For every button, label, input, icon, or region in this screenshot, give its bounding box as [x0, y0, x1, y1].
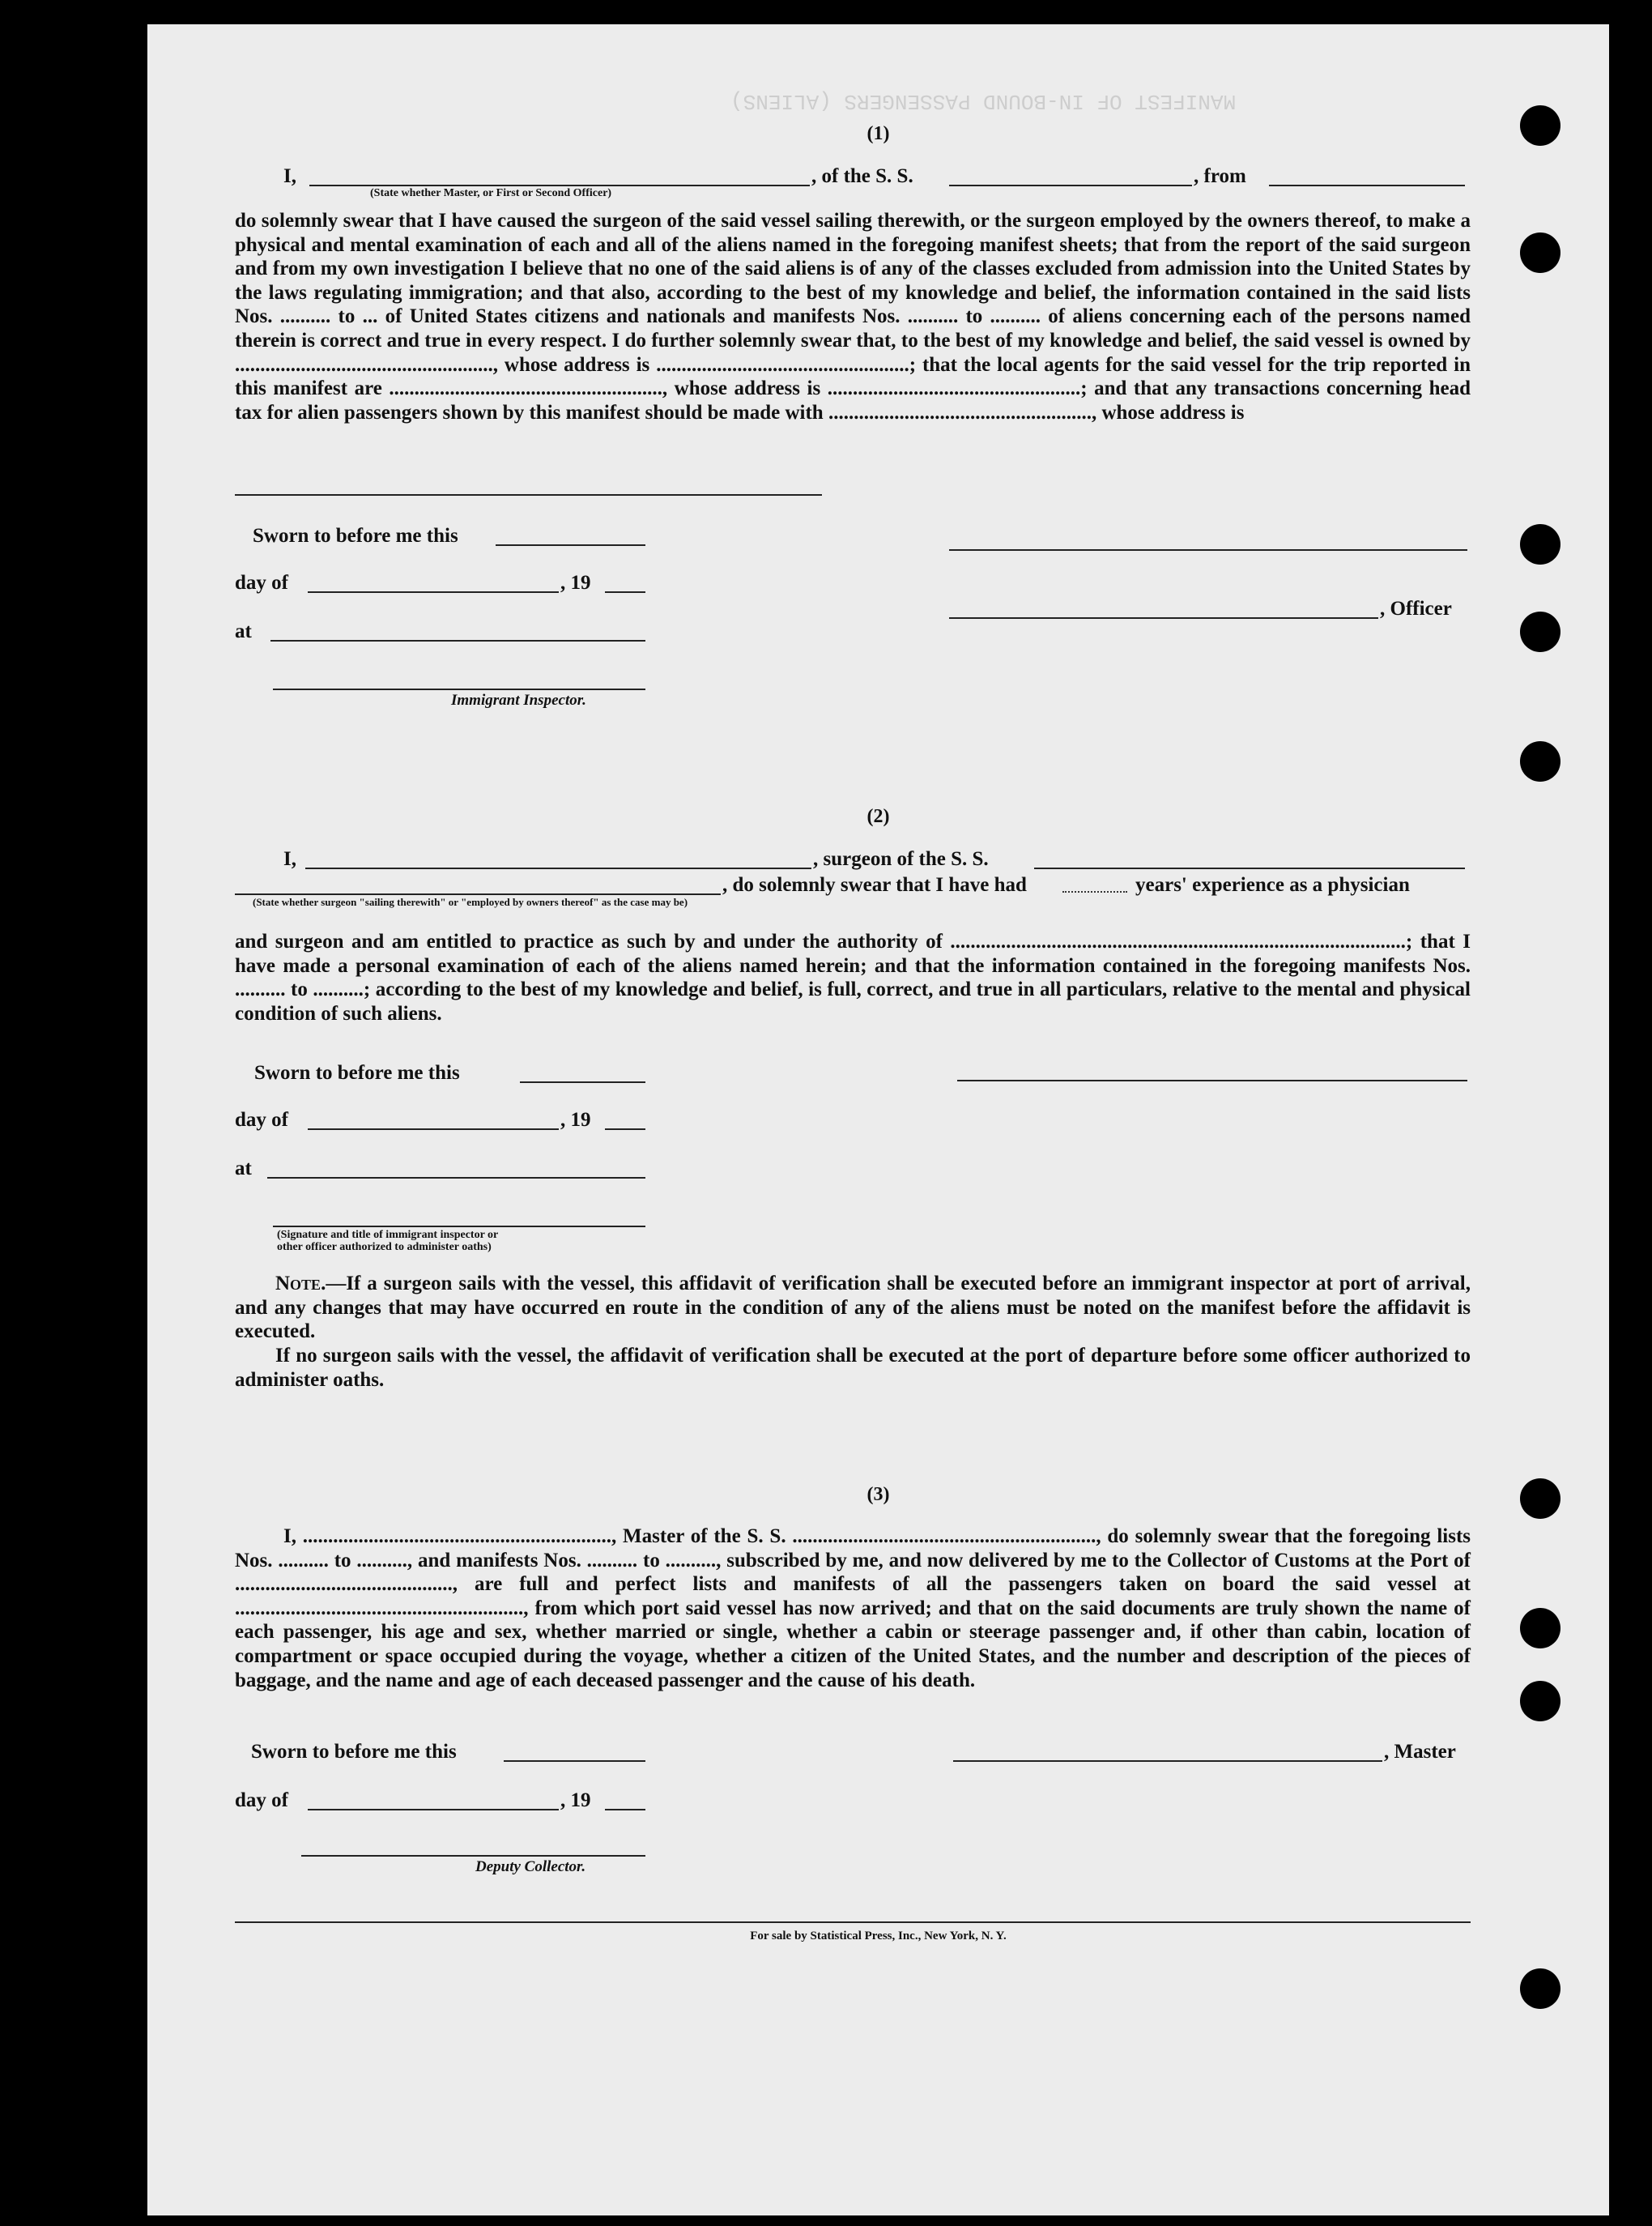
- section2-years-label: years' experience as a physician: [1135, 874, 1410, 896]
- section3-sworn-label: Sworn to before me this: [251, 1741, 457, 1763]
- section2-inspector-signature-line[interactable]: [273, 1226, 645, 1227]
- section1-at-field[interactable]: [270, 640, 645, 642]
- from-port-field[interactable]: [1269, 185, 1465, 186]
- section2-at-label: at: [235, 1158, 252, 1179]
- section3-year-field[interactable]: [605, 1809, 645, 1810]
- section2-sworn-date-field[interactable]: [520, 1081, 645, 1083]
- section2-vessel-name-field[interactable]: [1034, 868, 1465, 869]
- note-text: —If a surgeon sails with the vessel, this affidavit of verification shall be executed before an immigrant inspector at port of arrival, and any changes that may have occurred en route in the condition of any of the aliens must be noted on the manifest before the affidavit is executed.: [235, 1273, 1471, 1343]
- note-paragraph: [235, 1272, 1471, 1344]
- section2-surgeon-note: (State whether surgeon "sailing therewith" or "employed by owners thereof" as the case may be): [253, 896, 688, 908]
- section3-day-of-label: day of: [235, 1789, 288, 1811]
- section3-heading: (3): [866, 1484, 890, 1505]
- note-label: Note.: [275, 1273, 326, 1294]
- section1-of-ss-label: , of the S. S.: [811, 165, 913, 187]
- footer-rule: [235, 1921, 1471, 1923]
- section1-officer-title-line[interactable]: [949, 617, 1378, 619]
- section1-from-label: , from: [1194, 165, 1246, 187]
- surgeon-name-field[interactable]: [305, 868, 811, 869]
- deputy-collector-signature-line[interactable]: [301, 1855, 645, 1857]
- document-page: [147, 24, 1609, 2215]
- section2-year-field[interactable]: [605, 1128, 645, 1130]
- punch-hole: [1520, 612, 1560, 652]
- surgeon-signature-line[interactable]: [957, 1080, 1467, 1081]
- section2-i-label: I,: [283, 848, 296, 870]
- inspector-signature-line[interactable]: [273, 689, 645, 690]
- section2-year-label: , 19: [560, 1109, 591, 1131]
- section2-month-field[interactable]: [308, 1128, 559, 1130]
- note2-paragraph: If no surgeon sails with the vessel, the affidavit of verification shall be executed at the port of departure before some officer authorized to administer oaths.: [235, 1345, 1471, 1391]
- section2-swear-label: , do solemnly swear that I have had: [722, 874, 1027, 896]
- bleed-through-text: MANIFEST OF IN-BOUND PASSENGERS (ALIENS): [730, 89, 1237, 113]
- years-experience-field[interactable]: [1062, 891, 1127, 893]
- section3-sworn-date-field[interactable]: [504, 1760, 645, 1762]
- master-signature-line[interactable]: [953, 1760, 1382, 1762]
- section2-sworn-label: Sworn to before me this: [254, 1062, 460, 1084]
- printer-footer: For sale by Statistical Press, Inc., New York, N. Y.: [750, 1930, 1007, 1942]
- section1-i-label: I,: [283, 165, 296, 187]
- punch-hole: [1520, 232, 1560, 273]
- agent-address-field[interactable]: [235, 494, 822, 496]
- punch-hole: [1520, 1608, 1560, 1648]
- section3-year-label: , 19: [560, 1789, 591, 1811]
- inspector-caption: Immigrant Inspector.: [451, 692, 586, 709]
- section3-month-field[interactable]: [308, 1809, 559, 1810]
- section1-officer-label: , Officer: [1380, 598, 1452, 620]
- section2-heading: (2): [866, 806, 890, 827]
- section1-heading: (1): [866, 123, 890, 144]
- section1-month-field[interactable]: [308, 591, 559, 593]
- surgeon-status-field[interactable]: [235, 893, 721, 895]
- section1-day-of-label: day of: [235, 572, 288, 594]
- section1-paragraph: do solemnly swear that I have caused the surgeon of the said vessel sailing therewith, or the surgeon employed by the owners thereof, to make a physical and mental examination of each and all of the aliens named in the foregoing manifest sheets; that from the report of the said surgeon and from my own investigation I believe that no one of the said aliens is of any of the classes excluded from admission into the United States by the laws regulating immigration; and that also, according to the best of my knowledge and belief, the information contained in the said lists Nos. .......... to ... of United States citizens and nationals and manifests Nos. .......... to .......... of aliens concerning each of the persons named therein is correct and true in every respect. I do further solemnly swear that, to the best of my knowledge and belief, the said vessel is owned by ..................................................., whose address is ..................................................; that the local agents for the said vessel for the trip reported in this manifest are ......................................................, whose address is ..................................................; and that any transactions concerning head tax for alien passengers shown by this manifest should be made with ...................................................., whose address is: [235, 210, 1471, 424]
- master-name-field[interactable]: [309, 185, 810, 186]
- section1-year-field[interactable]: [605, 591, 645, 593]
- punch-hole: [1520, 524, 1560, 565]
- section3-paragraph: I, ............................................................., Master of the S. S. ............................................................, do solemnly swear that the foregoing lists Nos. .......... to .........., and manifests Nos. .......... to .........., subscribed by me, and now delivered by me to the Collector of Customs at the Port of ..........................................., are full and perfect lists and manifests of all the passengers taken on board the said vessel at ........................................................., from which port said vessel has now arrived; and that on the said documents are truly shown the name of each passenger, his age and sex, whether married or single, whether a cabin or steerage passenger and, if other than cabin, location of compartment or space occupied during the voyage, whether a citizen of the United States, and the number and description of the pieces of baggage, and the name and age of each deceased passenger and the cause of his death.: [235, 1525, 1471, 1691]
- section3-master-label: , Master: [1384, 1741, 1456, 1763]
- punch-hole: [1520, 741, 1560, 782]
- punch-hole: [1520, 1681, 1560, 1721]
- deputy-collector-caption: Deputy Collector.: [475, 1858, 586, 1875]
- section2-at-field[interactable]: [267, 1177, 645, 1179]
- punch-hole: [1520, 1968, 1560, 2009]
- vessel-name-field[interactable]: [949, 185, 1192, 186]
- section1-officer-note: (State whether Master, or First or Second Officer): [370, 187, 612, 199]
- section1-sworn-label: Sworn to before me this: [253, 525, 458, 547]
- section2-surgeon-label: , surgeon of the S. S.: [813, 848, 989, 870]
- section1-year-label: , 19: [560, 572, 591, 594]
- section2-day-of-label: day of: [235, 1109, 288, 1131]
- section1-officer-signature-line[interactable]: [949, 549, 1467, 551]
- section1-at-label: at: [235, 620, 252, 642]
- signature-caption-line1: (Signature and title of immigrant inspector or: [277, 1229, 499, 1241]
- section1-sworn-date-field[interactable]: [496, 544, 645, 546]
- signature-caption-line2: other officer authorized to administer oaths): [277, 1241, 492, 1253]
- section2-paragraph: and surgeon and am entitled to practice as such by and under the authority of ..........................................................................................; that I have made a personal examination of each of the aliens named herein; and that the information contained in the foregoing manifests Nos. .......... to ..........; according to the best of my knowledge and belief, is full, correct, and true in all particulars, relative to the mental and physical condition of such aliens.: [235, 931, 1471, 1025]
